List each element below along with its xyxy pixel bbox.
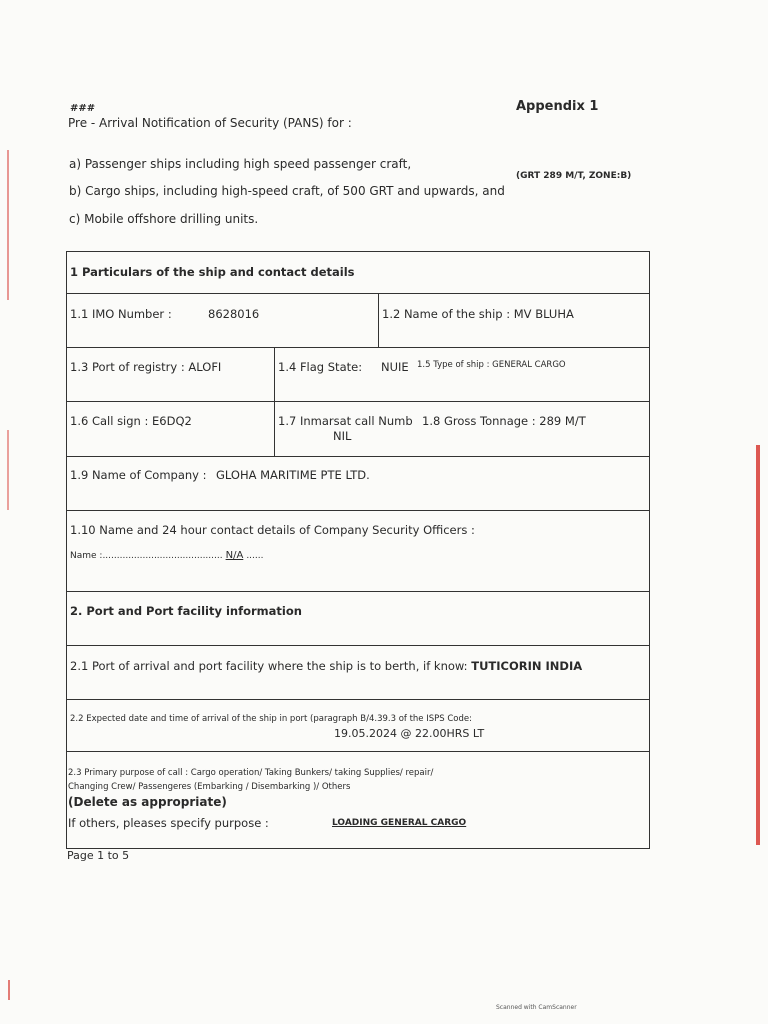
cso-name-label: Name :.......................................... <box>70 551 223 561</box>
delete-note: (Delete as appropriate) <box>68 795 227 809</box>
arrival-port-value: TUTICORIN INDIA <box>471 659 583 673</box>
purpose-line-1: 2.3 Primary purpose of call : Cargo operation/ Taking Bunkers/ taking Supplies/ repair/ <box>68 768 434 778</box>
ship-name: 1.2 Name of the ship : MV BLUHA <box>382 307 574 321</box>
flag-state-value: NUIE <box>381 360 409 374</box>
call-sign: 1.6 Call sign : E6DQ2 <box>70 414 192 428</box>
applies-to-item-c: c) Mobile offshore drilling units. <box>69 212 259 226</box>
applies-to-item-a: a) Passenger ships including high speed passenger craft, <box>69 157 412 171</box>
arrival-port-line <box>70 659 582 673</box>
page-number: Page 1 to 5 <box>67 849 130 862</box>
document-title: Pre - Arrival Notification of Security (PANS) for : <box>68 116 352 130</box>
eta-value: 19.05.2024 @ 22.00HRS LT <box>334 727 485 740</box>
section2-heading: 2. Port and Port facility information <box>70 604 302 618</box>
cso-name-tail: ...... <box>246 551 264 561</box>
page-edge-mark <box>8 980 10 1000</box>
cso-label: 1.10 Name and 24 hour contact details of Company Security Officers : <box>70 523 475 537</box>
imo-label: 1.1 IMO Number : <box>70 307 172 321</box>
cso-name-value: N/A <box>225 550 244 561</box>
grt-zone-note: (GRT 289 M/T, ZONE:B) <box>516 171 632 181</box>
scanner-watermark: Scanned with CamScanner <box>496 1004 577 1011</box>
section1-heading: 1 Particulars of the ship and contact details <box>70 265 355 279</box>
page-edge-mark <box>7 150 9 300</box>
port-of-registry: 1.3 Port of registry : ALOFI <box>70 360 222 374</box>
page-edge-mark <box>7 430 9 510</box>
flag-state-label: 1.4 Flag State: <box>278 360 363 374</box>
others-value: LOADING GENERAL CARGO <box>332 818 467 828</box>
cso-name-line <box>70 550 263 561</box>
pans-form-table <box>66 251 650 849</box>
inmarsat-value: NIL <box>333 429 352 443</box>
purpose-line-2: Changing Crew/ Passengeres (Embarking / Disembarking )/ Others <box>68 782 351 792</box>
appendix-label: Appendix 1 <box>516 99 599 114</box>
imo-value: 8628016 <box>208 307 260 321</box>
company-label: 1.9 Name of Company : <box>70 468 207 482</box>
others-label: If others, pleases specify purpose : <box>68 816 269 830</box>
eta-label: 2.2 Expected date and time of arrival of the ship in port (paragraph B/4.39.3 of the ISPS Code: <box>70 714 472 724</box>
company-value: GLOHA MARITIME PTE LTD. <box>216 468 370 482</box>
ship-type: 1.5 Type of ship : GENERAL CARGO <box>417 360 566 370</box>
hash-marker: ### <box>70 103 96 114</box>
gross-tonnage: 1.8 Gross Tonnage : 289 M/T <box>422 414 586 428</box>
applies-to-item-b: b) Cargo ships, including high-speed craft, of 500 GRT and upwards, and <box>69 184 505 198</box>
inmarsat-label: 1.7 Inmarsat call Numb <box>278 414 413 428</box>
arrival-port-label: 2.1 Port of arrival and port facility where the ship is to berth, if know: <box>70 659 468 673</box>
page-edge-mark <box>756 445 760 845</box>
